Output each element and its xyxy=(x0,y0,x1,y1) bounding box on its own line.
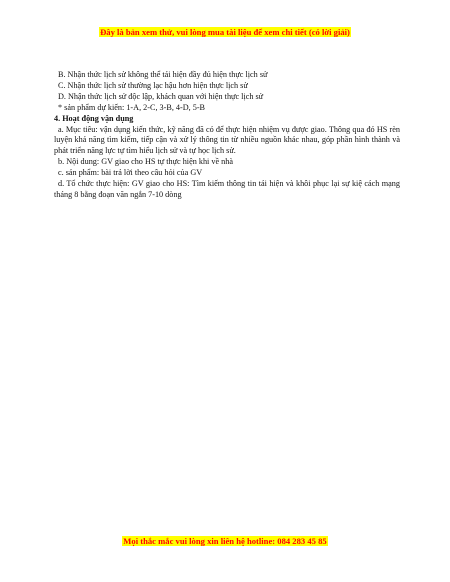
option-d: D. Nhận thức lịch sử độc lập, khách quan với hiện thực lịch sử xyxy=(58,91,264,101)
section-heading: 4. Hoạt động vận dụng xyxy=(54,113,134,123)
document-body xyxy=(54,70,400,201)
header-banner xyxy=(0,27,450,38)
expected-product: * sản phẩm dự kiến: 1-A, 2-C, 3-B, 4-D, 5-B xyxy=(58,102,206,112)
option-b: B. Nhận thức lịch sử không thể tái hiện đầy đủ hiện thực lịch sử xyxy=(58,70,268,79)
option-c: C. Nhận thức lịch sử thường lạc hậu hơn hiện thực lịch sử xyxy=(58,80,248,90)
footer-banner xyxy=(0,536,450,547)
goal-paragraph: a. Mục tiêu: vận dụng kiến thức, kỹ năng đã có để thực hiện nhiệm vụ được giao. Thông qua đó HS rèn luyện khả năng tìm kiếm, tiếp cận và xử lý thông tin từ nhiều nguồn khác nhau, góp phần hình thành và phát triển năng lực tự tìm hiểu lịch sử và tự học lịch sử. xyxy=(54,124,400,156)
content-line: b. Nội dung: GV giao cho HS tự thực hiện khi về nhà xyxy=(58,157,233,167)
footer-banner-text: Mọi thắc mắc vui lòng xin liên hệ hotline: 084 283 45 85 xyxy=(123,536,327,546)
product-line: c. sản phẩm: bài trả lời theo câu hỏi của GV xyxy=(58,168,203,178)
organization-paragraph: d. Tổ chức thực hiện: GV giao cho HS: Tìm kiếm thông tin tái hiện và khôi phục lại sự kiệ cách mạng tháng 8 bằng đoạn văn ngắn 7-10 dòng xyxy=(54,179,400,199)
header-banner-text: Đây là bản xem thử, vui lòng mua tài liệu để xem chi tiết (có lời giải) xyxy=(100,27,350,37)
